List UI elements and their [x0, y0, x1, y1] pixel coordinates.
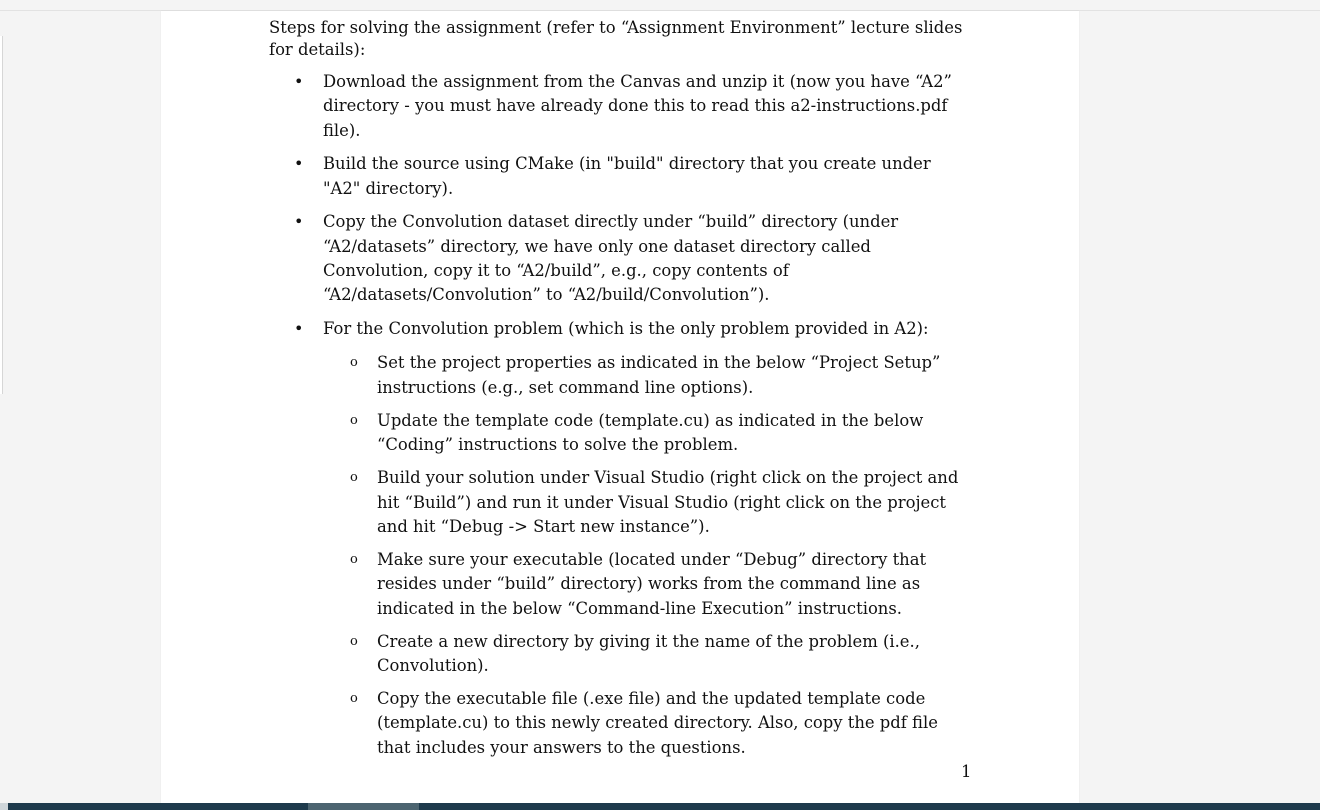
substep-item [323, 351, 969, 400]
substep-text: Make sure your executable (located under “Debug” directory that resides under “build” directory) works from the command line as indicated in the below “Command-line Execution” instructions. [377, 549, 927, 618]
circle-bullet-icon: o [350, 355, 358, 371]
step-item [269, 210, 969, 307]
page-content [269, 17, 969, 769]
substeps-list [323, 351, 969, 759]
substep-text: Update the template code (template.cu) as indicated in the below “Coding” instructions to solve the problem. [377, 410, 924, 455]
substep-text: Copy the executable file (.exe file) and the updated template code (template.cu) to this newly created directory. Also, copy the pdf file that includes your answers to the questions. [377, 689, 938, 757]
step-item [269, 70, 969, 143]
taskbar-start-area[interactable] [0, 803, 8, 810]
bullet-icon: • [294, 212, 304, 232]
side-panel-edge[interactable] [0, 36, 3, 394]
document-page [161, 11, 1079, 803]
circle-bullet-icon: o [350, 633, 358, 649]
taskbar [0, 803, 1320, 810]
step-text: Build the source using CMake (in "build" directory that you create under "A2" directory). [323, 154, 931, 198]
circle-bullet-icon: o [350, 551, 358, 567]
page-number: 1 [961, 762, 972, 781]
substep-item [323, 548, 969, 621]
steps-intro: Steps for solving the assignment (refer to “Assignment Environment” lecture slides for details): [269, 18, 963, 59]
circle-bullet-icon: o [350, 691, 358, 707]
bullet-icon: • [294, 154, 304, 174]
viewer-top-bar [0, 0, 1320, 11]
substep-text: Create a new directory by giving it the name of the problem (i.e., Convolution). [377, 631, 920, 675]
circle-bullet-icon: o [350, 470, 358, 486]
bullet-icon: • [294, 72, 304, 91]
steps-list [269, 70, 969, 760]
bullet-icon: • [294, 319, 304, 339]
circle-bullet-icon: o [350, 412, 358, 428]
substep-text: Set the project properties as indicated in the below “Project Setup” instructions (e.g., set command line options). [377, 353, 941, 397]
step-item [269, 152, 969, 201]
substep-item [323, 466, 969, 539]
substep-item [323, 687, 969, 760]
substep-text: Build your solution under Visual Studio (right click on the project and hit “Build”) and run it under Visual Studio (right click on the project and hit “Debug -> Start new instance”). [377, 468, 959, 536]
taskbar-active-app[interactable] [308, 803, 419, 810]
substep-item [323, 409, 969, 458]
step-item [269, 317, 969, 760]
step-text: Copy the Convolution dataset directly under “build” directory (under “A2/datasets” directory, we have only one dataset directory called Convolution, copy it to “A2/build”, e.g., copy contents of “A2/datasets/Convolution” to “A2/build/Convolution”). [323, 212, 899, 305]
substep-item [323, 630, 969, 679]
step-text: For the Convolution problem (which is the only problem provided in A2): [323, 319, 929, 339]
step-text: Download the assignment from the Canvas and unzip it (now you have “A2” directory - you must have already done this to read this a2-instructions.pdf file). [323, 72, 952, 140]
